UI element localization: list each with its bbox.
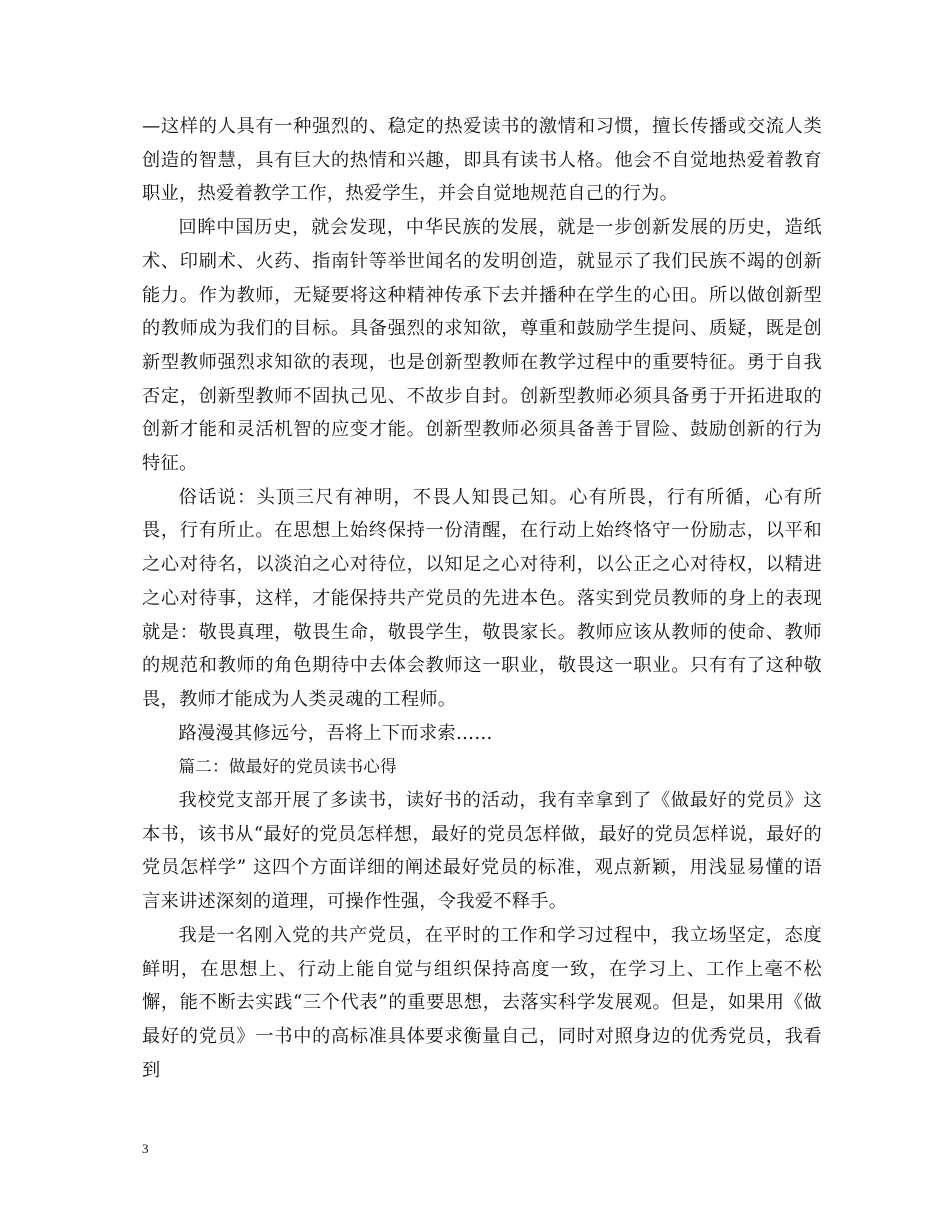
paragraph-continuation: —这样的人具有一种强烈的、稳定的热爱读书的激情和习惯，擅长传播或交流人类创造的智慧，具有巨大的热情和兴趣，即具有读书人格。他会不自觉地热爱着教育职业，热爱着教学工作，热爱学生，并会自觉地规范自己的行为。 — [142, 116, 822, 205]
paragraph-innovation: 回眸中国历史，就会发现，中华民族的发展，就是一步创新发展的历史，造纸术、印刷术、火药、指南针等举世闻名的发明创造，就显示了我们民族不竭的创新能力。作为教师，无疑要将这种精神传承下去并播种在学生的心田。所以做创新型的教师成为我们的目标。具备强烈的求知欲，尊重和鼓励学生提问、质疑，既是创新型教师强烈求知欲的表现，也是创新型教师在教学过程中的重要特征。勇于自我否定，创新型教师不固执己见、不故步自封。创新型教师必须具备勇于开拓进取的创新才能和灵活机智的应变才能。创新型教师必须具备善于冒险、鼓励创新的行为特征。 — [142, 217, 822, 475]
paragraph-quote: 路漫漫其修远兮，吾将上下而求索…… — [178, 722, 493, 744]
document-body — [142, 110, 822, 1087]
section-heading: 篇二：做最好的党员读书心得 — [178, 757, 397, 777]
paragraph-book-intro: 我校党支部开展了多读书，读好书的活动，我有幸拿到了《做最好的党员》这本书，该书从“最好的党员怎样想，最好的党员怎样做，最好的党员怎样说，最好的党员怎样学” 这四个方面详细的阐述最好党员的标准，观点新颖，用浅显易懂的语言来讲述深刻的道理，可操作性强，令我爱不释手。 — [142, 790, 822, 913]
paragraph-reverence: 俗话说：头顶三尺有神明，不畏人知畏己知。心有所畏，行有所循，心有所畏，行有所止。在思想上始终保持一份清醒，在行动上始终恪守一份励志，以平和之心对待名，以淡泊之心对待位，以知足之心对待利，以公正之心对待权，以精进之心对待事，这样，才能保持共产党员的先进本色。落实到党员教师的身上的表现就是：敬畏真理，敬畏生命，敬畏学生，敬畏家长。教师应该从教师的使命、教师的规范和教师的角色期待中去体会教师这一职业，敬畏这一职业。只有有了这种敬畏，教师才能成为人类灵魂的工程师。 — [142, 486, 822, 710]
paragraph-self-reflection: 我是一名刚入党的共产党员，在平时的工作和学习过程中，我立场坚定，态度鲜明，在思想上、行动上能自觉与组织保持高度一致，在学习上、工作上毫不松懈，能不断去实践“三个代表”的重要思想，去落实科学发展观。但是，如果用《做最好的党员》一书中的高标准具体要求衡量自己，同时对照身边的优秀党员，我看到 — [142, 924, 822, 1081]
page-number: 3 — [142, 1141, 149, 1156]
